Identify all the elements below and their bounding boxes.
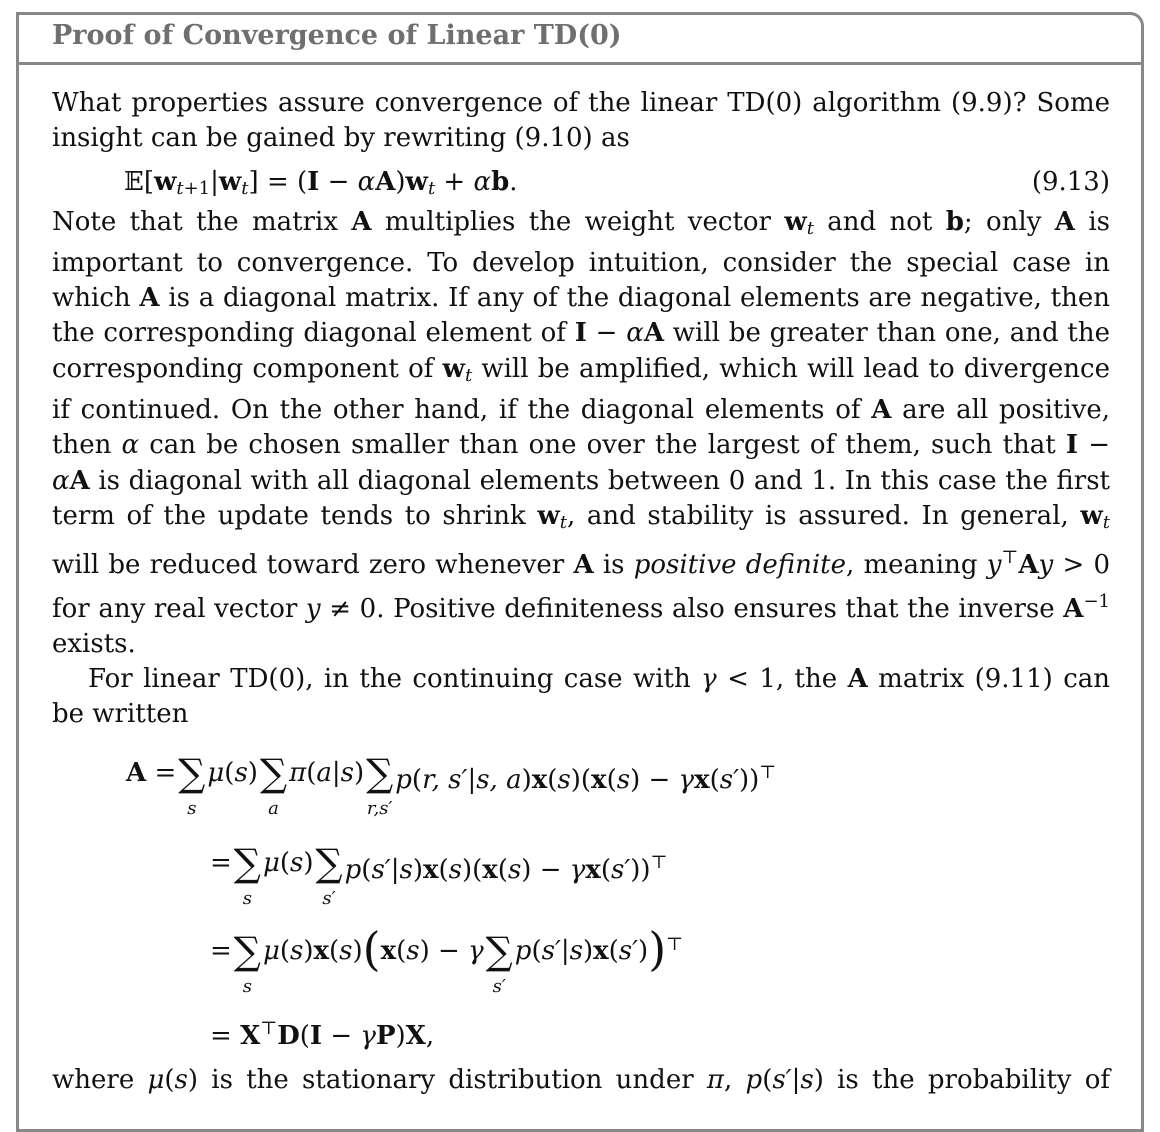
equation-9-13 — [52, 157, 1110, 205]
paragraph-intro: What properties assure convergence of the linear TD(0) algorithm (9.9)? Some insight can be gained by rewriting (9.10) as — [52, 88, 1110, 154]
paragraph-continuing: For linear TD(0), in the continuing case with γ < 1, the A matrix (9.11) can be written — [52, 664, 1111, 730]
proof-content — [52, 86, 1110, 1098]
equation-A-matrix — [52, 733, 1110, 1063]
equation-line-3: = ∑ s μ(s)x(s) ( x(s) − γ ∑ s′ p(s′|s)x(s′) ) ⊤ — [210, 921, 684, 997]
paragraph-where: where μ(s) is the stationary distribution under π, p(s′|s) is the probability of — [52, 1064, 1111, 1095]
proof-title: Proof of Convergence of Linear TD(0) — [52, 20, 622, 51]
equation-line-4: = X⊤D(I − γP)X, — [210, 1017, 435, 1051]
equation-9-13-body: $𝔼[w_{t+1}|w_t] = (I - \alpha A)w_t + \alpha b$. — [124, 166, 518, 199]
equation-line-2: = ∑ s μ(s) ∑ s′ p(s′|s)x(s)(x(s) − γx(s′))⊤ — [210, 840, 668, 909]
equation-line-1: A = ∑ s μ(s) ∑ a π(a|s) ∑ r,s′ p(r, s′|s, a)x(s)(x(s) − γx(s′))⊤ — [126, 750, 777, 819]
paragraph-diagonal: Note that the matrix A multiplies the weight vector $w_t$ and not b; only A is important to convergence. To develop intuition, consider the special case in which A is a diagonal matrix. If any of the diagonal elements are negative, then the corresponding diagonal element of I − αA will be greater than one, and the corresponding component of $w_t$ will be amplified, which will lead to divergence if continued. On the other hand, if the diagonal elements of A are all positive, then α can be chosen smaller than one over the largest of them, such that I − αA is diagonal with all diagonal elements between 0 and 1. In this case the first term of the update tends to shrink $w_t$, and stability is assured. In general, $w_t$ will be reduced toward zero whenever A is positive definite, meaning y⊤Ay > 0 for any real vector y ≠ 0. Positive definiteness also ensures that the inverse $A^{-1}$ exists. — [52, 206, 1111, 659]
equation-number: (9.13) — [1031, 166, 1110, 197]
